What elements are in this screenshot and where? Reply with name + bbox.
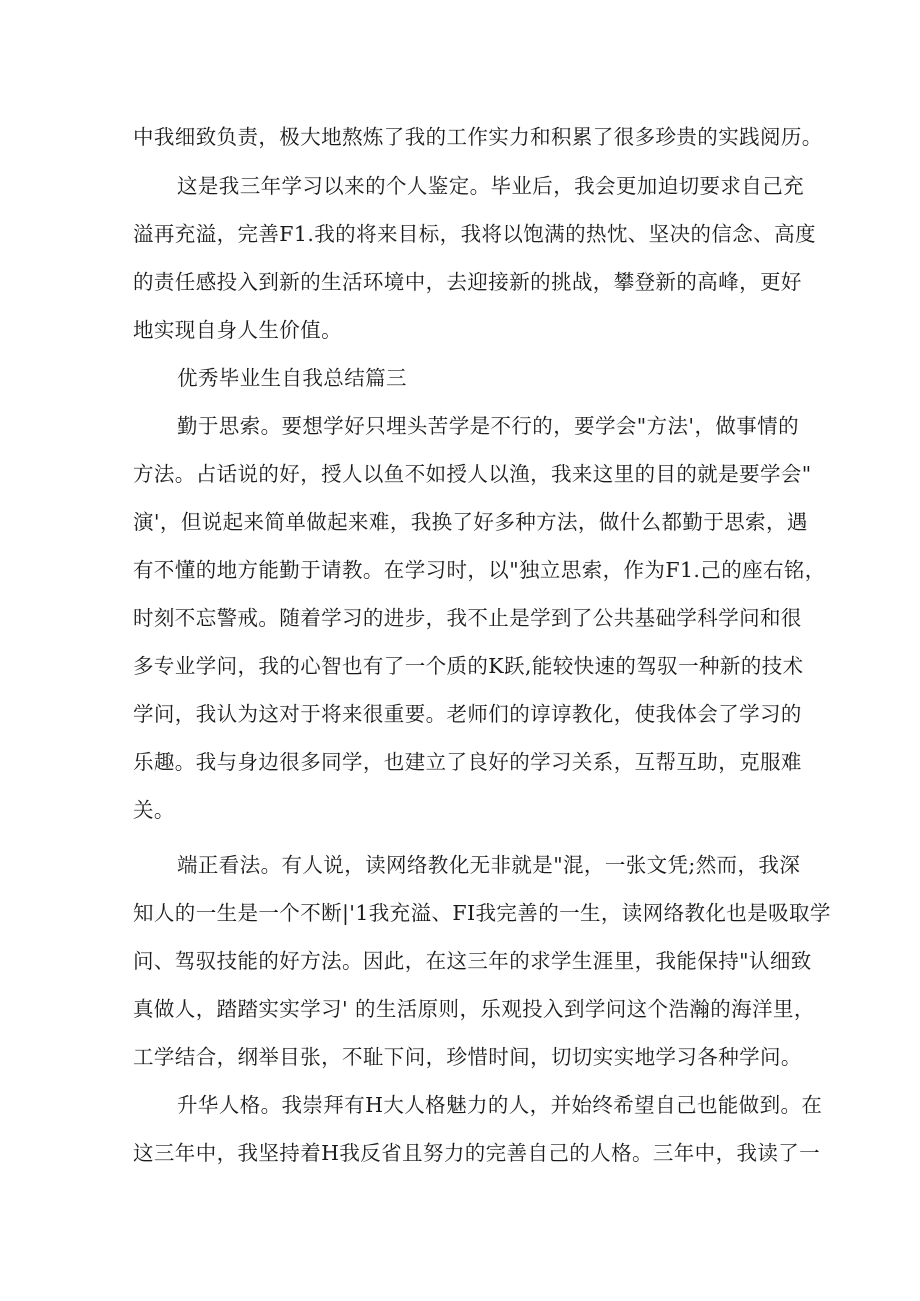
text-line: 端正看法。有人说，读网络教化无非就是"混，一张文凭;然而，我深 <box>177 853 801 877</box>
section-heading: 优秀毕业生自我总结篇三 <box>177 366 407 390</box>
text-line: 关。 <box>133 798 175 822</box>
text-line: 工学结合，纲举目张，不耻下问，珍惜时间，切切实实地学习各种学问。 <box>133 1045 802 1069</box>
text-line: 有不懂的地方能勤于请教。在学习时，以"独立思索，作为F1.己的座右铭， <box>133 558 826 582</box>
text-line: 知人的一生是一个不断|'1我充溢、FI我完善的一生，读网络教化也是吸取学 <box>133 901 831 925</box>
text-line: 多专业学问，我的心智也有了一个质的K跃,能较快速的驾驭一种新的技术 <box>133 654 804 678</box>
text-line: 演'，但说起来简单做起来难，我换了好多种方法，做什么都勤于思索，遇 <box>133 510 808 534</box>
text-line: 乐趣。我与身边很多同学，也建立了良好的学习关系，互帮互助，克服难 <box>133 750 802 774</box>
text-line: 勤于思索。要想学好只埋头苦学是不行的，要学会"方法'，做事情的 <box>177 414 799 438</box>
text-line: 地实现自身人生价值。 <box>133 318 342 342</box>
text-line: 中我细致负责，极大地熬炼了我的工作实力和积累了很多珍贵的实践阅历。 <box>133 125 823 149</box>
text-line: 升华人格。我崇拜有H大人格魅力的人，并始终希望自己也能做到。在 <box>177 1093 823 1117</box>
text-line: 时刻不忘警戒。随着学习的进步，我不止是学到了公共基础学科学问和很 <box>133 606 802 630</box>
text-line: 溢再充溢，完善F1.我的将来目标，我将以饱满的热忱、坚决的信念、高度 <box>133 222 816 246</box>
text-line: 学问，我认为这对于将来很重要。老师们的谆谆教化，使我体会了学习的 <box>133 702 802 726</box>
text-line: 这是我三年学习以来的个人鉴定。毕业后，我会更加迫切要求自己充 <box>177 174 804 198</box>
text-line: 方法。占话说的好，授人以鱼不如授人以渔，我来这里的目的就是要学会" <box>133 462 812 486</box>
text-line: 这三年中，我坚持着H我反省且努力的完善自己的人格。三年中，我读了一 <box>133 1141 821 1165</box>
text-line: 问、驾驭技能的好方法。因此，在这三年的求学生涯里，我能保持"认细致 <box>133 949 812 973</box>
text-line: 的责任感投入到新的生活环境中，去迎接新的挑战，攀登新的高峰，更好 <box>133 270 802 294</box>
text-line: 真做人，踏踏实实学习' 的生活原则，乐观投入到学问这个浩瀚的海洋里， <box>133 997 815 1021</box>
